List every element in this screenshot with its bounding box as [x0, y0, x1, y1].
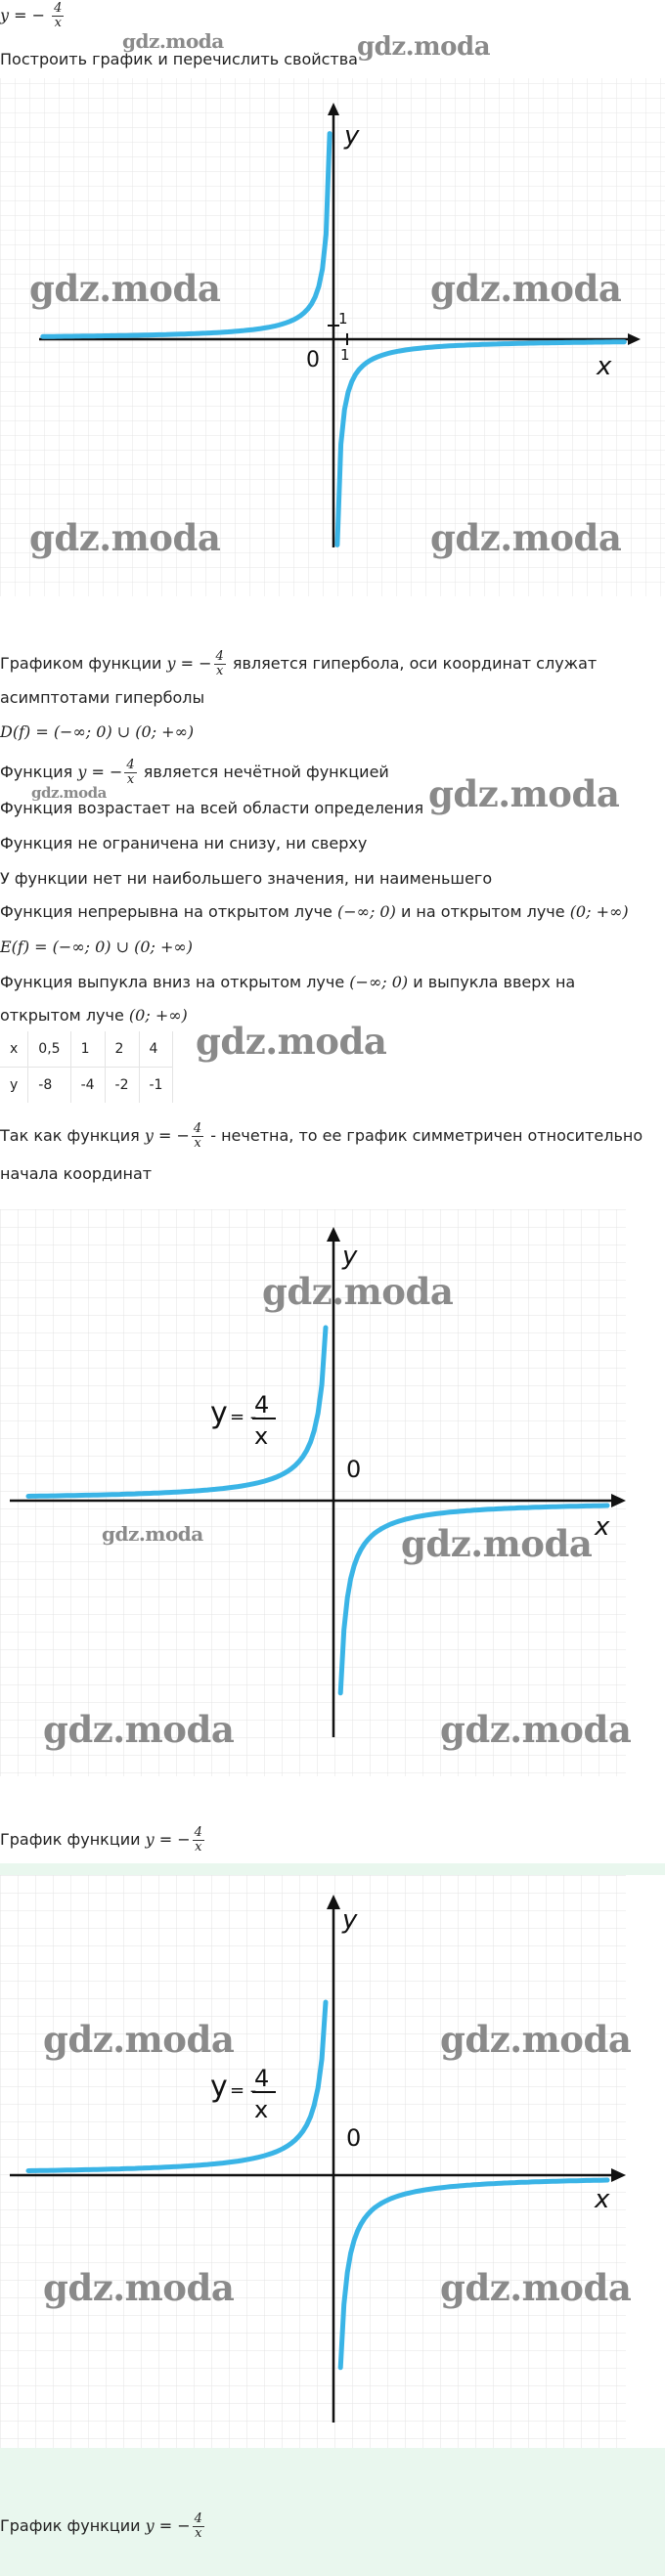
header-fraction: $\frac{4}{x}$ [54, 1, 63, 30]
watermark-graph1-d: gdz.moda [430, 516, 622, 559]
table-header-y: y [0, 1068, 28, 1104]
formula-y: y [210, 2070, 228, 2104]
unit-label-x: 1 [340, 346, 350, 364]
property-increasing: Функция возрастает на всей области определения [0, 799, 424, 817]
y-axis-label: y [344, 121, 360, 151]
watermark-tiny-1: gdz.moda [31, 784, 107, 802]
task-text: Построить график и перечислить свойства [0, 50, 358, 68]
property-unbounded: Функция не ограничена ни снизу, ни сверху [0, 834, 368, 852]
unit-label-y: 1 [338, 310, 348, 327]
y-axis-label: y [342, 1905, 358, 1935]
watermark-table: gdz.moda [196, 1020, 387, 1063]
value-table [0, 1031, 173, 1103]
watermark-graph3-b: gdz.moda [440, 2018, 632, 2061]
caption-graph-2: График функции y = − $\frac{4}{x}$ [0, 1825, 202, 1855]
property-1-cont: асимптотами гиперболы [0, 688, 205, 707]
table-cell: -4 [70, 1068, 105, 1104]
formula-eq: = - [230, 2080, 257, 2101]
table-cell: -8 [28, 1068, 70, 1104]
property-convexity: Функция выпукла вниз на открытом луче (−∞; 0) и выпукла вверх на [0, 973, 576, 991]
graph-1 [0, 78, 665, 596]
watermark-graph2-d: gdz.moda [43, 1708, 235, 1751]
watermark-graph2-e: gdz.moda [440, 1708, 632, 1751]
graph-3-svg [0, 1875, 665, 2448]
x-axis-label: x [595, 1512, 610, 1542]
watermark-graph3-a: gdz.moda [43, 2018, 235, 2061]
x-axis-label: x [597, 352, 612, 381]
property-domain: D(f) = (−∞; 0) ∪ (0; +∞) [0, 722, 195, 741]
property-1: Графиком функции y = − $\frac{4}{x}$ является гипербола, оси координат служат [0, 649, 598, 678]
origin-label: 0 [306, 348, 320, 372]
property-continuous: Функция непрерывна на открытом луче (−∞; 0) и на открытом луче (0; +∞) [0, 902, 629, 921]
table-row-y [0, 1068, 173, 1104]
property-extrema: У функции нет ни наибольшего значения, ни наименьшего [0, 869, 493, 888]
y-axis-label: y [342, 1242, 358, 1271]
property-odd: Функция y = − $\frac{4}{x}$ является нечётной функцией [0, 758, 389, 787]
watermark-header-small: gdz.moda [122, 29, 224, 53]
table-cell: -1 [139, 1068, 173, 1104]
watermark-graph2-a: gdz.moda [262, 1270, 454, 1313]
formula-y: y [210, 1396, 228, 1430]
formula-den: x [254, 1422, 269, 1450]
watermark-graph1-c: gdz.moda [29, 516, 221, 559]
origin-label: 0 [346, 2124, 362, 2152]
watermark-header: gdz.moda [357, 32, 491, 62]
watermark-graph2-c: gdz.moda [401, 1522, 593, 1565]
table-header-x: x [0, 1031, 28, 1068]
green-band-top [0, 1863, 665, 1875]
watermark-props: gdz.moda [428, 772, 620, 815]
watermark-graph3-d: gdz.moda [440, 2266, 632, 2309]
watermark-graph3-c: gdz.moda [43, 2266, 235, 2309]
symmetry-note-cont: начала координат [0, 1164, 153, 1183]
value-table-wrap [0, 1031, 173, 1103]
table-cell: -2 [105, 1068, 139, 1104]
symmetry-note: Так как функция y = − $\frac{4}{x}$ - нечетна, то ее график симметричен относительно [0, 1121, 643, 1151]
table-cell: 1 [70, 1031, 105, 1068]
caption-graph-3: График функции y = − $\frac{4}{x}$ [0, 2511, 202, 2541]
x-axis-label: x [595, 2185, 610, 2214]
graph-2 [0, 1209, 665, 1776]
property-range: E(f) = (−∞; 0) ∪ (0; +∞) [0, 938, 193, 956]
table-row-x [0, 1031, 173, 1068]
table-cell: 2 [105, 1031, 139, 1068]
header-equation: y = − $\frac{4}{x}$ [0, 1, 63, 30]
origin-label: 0 [346, 1456, 362, 1483]
watermark-graph2-b: gdz.moda [102, 1522, 203, 1546]
watermark-graph1-b: gdz.moda [430, 267, 622, 310]
table-cell: 0,5 [28, 1031, 70, 1068]
property-convexity-cont: открытом луче (0; +∞) [0, 1006, 188, 1025]
formula-den: x [254, 2096, 269, 2123]
table-cell: 4 [139, 1031, 173, 1068]
graph-3 [0, 1875, 665, 2448]
watermark-graph1-a: gdz.moda [29, 267, 221, 310]
formula-num: 4 [254, 2065, 270, 2092]
formula-num: 4 [254, 1391, 270, 1419]
formula-eq: = - [230, 1407, 257, 1427]
